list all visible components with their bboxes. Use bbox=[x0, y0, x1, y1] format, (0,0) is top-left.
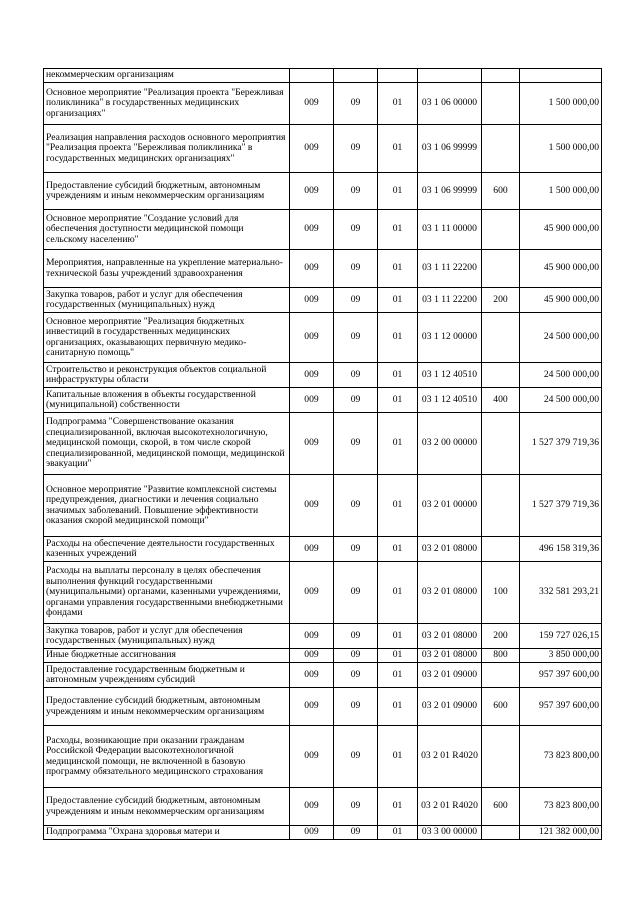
section-code: 09 bbox=[334, 475, 378, 537]
amount: 159 727 026,15 bbox=[520, 624, 602, 649]
section-code: 09 bbox=[334, 624, 378, 649]
subsection-code: 01 bbox=[378, 826, 418, 840]
amount: 332 581 293,21 bbox=[520, 562, 602, 624]
ministry-code: 009 bbox=[290, 826, 334, 840]
expense-type bbox=[482, 475, 520, 537]
subsection-code: 01 bbox=[378, 388, 418, 413]
expense-type bbox=[482, 537, 520, 562]
row-name: Предоставление государственным бюджетным и автономным учреждениям субсидий bbox=[44, 663, 290, 688]
expense-type: 200 bbox=[482, 288, 520, 313]
table-row bbox=[44, 726, 602, 788]
table-row bbox=[44, 537, 602, 562]
table-row bbox=[44, 313, 602, 363]
ministry-code: 009 bbox=[290, 250, 334, 288]
amount: 1 527 379 719,36 bbox=[520, 475, 602, 537]
subsection-code: 01 bbox=[378, 125, 418, 173]
section-code: 09 bbox=[334, 250, 378, 288]
subsection-code: 01 bbox=[378, 250, 418, 288]
expense-type: 600 bbox=[482, 173, 520, 210]
row-name: Основное мероприятие "Развитие комплексной системы предупреждения, диагностики и лечения социально значимых заболеваний. Повышение эффективности оказания скорой медицинской помощи" bbox=[44, 475, 290, 537]
ministry-code: 009 bbox=[290, 475, 334, 537]
table-row bbox=[44, 475, 602, 537]
subsection-code: 01 bbox=[378, 173, 418, 210]
section-code: 09 bbox=[334, 210, 378, 250]
expense-type bbox=[482, 663, 520, 688]
section-code: 09 bbox=[334, 826, 378, 840]
target-article: 03 2 01 08000 bbox=[418, 649, 482, 663]
section-code: 09 bbox=[334, 363, 378, 388]
amount: 121 382 000,00 bbox=[520, 826, 602, 840]
ministry-code: 009 bbox=[290, 649, 334, 663]
row-name: Подпрограмма "Совершенствование оказания специализированной, включая высокотехнологичную, медицинской помощи, скорой, в том числе скорой специализированной, медицинской помощи, медицинской эвакуации" bbox=[44, 413, 290, 475]
row-name: Основное мероприятие "Создание условий для обеспечения доступности медицинской помощи сельскому населению" bbox=[44, 210, 290, 250]
amount: 45 900 000,00 bbox=[520, 210, 602, 250]
section-code bbox=[334, 69, 378, 83]
expense-type bbox=[482, 125, 520, 173]
subsection-code: 01 bbox=[378, 413, 418, 475]
target-article: 03 1 06 00000 bbox=[418, 83, 482, 125]
expense-type: 400 bbox=[482, 388, 520, 413]
target-article: 03 2 01 08000 bbox=[418, 624, 482, 649]
section-code: 09 bbox=[334, 688, 378, 726]
subsection-code: 01 bbox=[378, 688, 418, 726]
ministry-code: 009 bbox=[290, 288, 334, 313]
target-article: 03 3 00 00000 bbox=[418, 826, 482, 840]
table-row bbox=[44, 663, 602, 688]
row-name: Предоставление субсидий бюджетным, автономным учреждениям и иным некоммерческим организациям bbox=[44, 173, 290, 210]
amount: 496 158 319,36 bbox=[520, 537, 602, 562]
amount: 1 500 000,00 bbox=[520, 83, 602, 125]
expense-type bbox=[482, 210, 520, 250]
amount: 45 900 000,00 bbox=[520, 288, 602, 313]
subsection-code: 01 bbox=[378, 363, 418, 388]
ministry-code: 009 bbox=[290, 624, 334, 649]
amount: 45 900 000,00 bbox=[520, 250, 602, 288]
row-name: Капитальные вложения в объекты государственной (муниципальной) собственности bbox=[44, 388, 290, 413]
table-row bbox=[44, 649, 602, 663]
amount bbox=[520, 69, 602, 83]
target-article: 03 1 11 22200 bbox=[418, 288, 482, 313]
subsection-code: 01 bbox=[378, 83, 418, 125]
ministry-code bbox=[290, 69, 334, 83]
amount: 24 500 000,00 bbox=[520, 388, 602, 413]
table-row bbox=[44, 363, 602, 388]
target-article: 03 2 01 00000 bbox=[418, 475, 482, 537]
expense-type bbox=[482, 250, 520, 288]
ministry-code: 009 bbox=[290, 688, 334, 726]
target-article: 03 1 12 40510 bbox=[418, 388, 482, 413]
row-name: Расходы на обеспечение деятельности государственных казенных учреждений bbox=[44, 537, 290, 562]
row-name: некоммерческим организациям bbox=[44, 69, 290, 83]
target-article: 03 2 01 08000 bbox=[418, 537, 482, 562]
subsection-code: 01 bbox=[378, 788, 418, 826]
expense-type bbox=[482, 83, 520, 125]
ministry-code: 009 bbox=[290, 788, 334, 826]
subsection-code: 01 bbox=[378, 313, 418, 363]
target-article: 03 2 01 R4020 bbox=[418, 788, 482, 826]
table-row bbox=[44, 826, 602, 840]
expense-type bbox=[482, 363, 520, 388]
target-article: 03 1 11 22200 bbox=[418, 250, 482, 288]
subsection-code: 01 bbox=[378, 537, 418, 562]
target-article: 03 2 01 08000 bbox=[418, 562, 482, 624]
ministry-code: 009 bbox=[290, 173, 334, 210]
subsection-code: 01 bbox=[378, 475, 418, 537]
amount: 24 500 000,00 bbox=[520, 313, 602, 363]
section-code: 09 bbox=[334, 125, 378, 173]
target-article: 03 2 01 09000 bbox=[418, 663, 482, 688]
target-article: 03 2 00 00000 bbox=[418, 413, 482, 475]
row-name: Основное мероприятие "Реализация бюджетных инвестиций в государственных медицинских организациях, оказывающих первичную медико-санитарную помощь" bbox=[44, 313, 290, 363]
ministry-code: 009 bbox=[290, 125, 334, 173]
section-code: 09 bbox=[334, 663, 378, 688]
amount: 957 397 600,00 bbox=[520, 663, 602, 688]
row-name: Закупка товаров, работ и услуг для обеспечения государственных (муниципальных) нужд bbox=[44, 624, 290, 649]
ministry-code: 009 bbox=[290, 313, 334, 363]
subsection-code: 01 bbox=[378, 210, 418, 250]
section-code: 09 bbox=[334, 413, 378, 475]
row-name: Основное мероприятие "Реализация проекта "Бережливая поликлиника" в государственных медицинских организациях" bbox=[44, 83, 290, 125]
expense-type: 600 bbox=[482, 788, 520, 826]
table-row bbox=[44, 288, 602, 313]
table-row bbox=[44, 125, 602, 173]
table-row bbox=[44, 688, 602, 726]
section-code: 09 bbox=[334, 83, 378, 125]
row-name: Строительство и реконструкция объектов социальной инфраструктуры области bbox=[44, 363, 290, 388]
section-code: 09 bbox=[334, 562, 378, 624]
table-row bbox=[44, 250, 602, 288]
amount: 73 823 800,00 bbox=[520, 788, 602, 826]
budget-table bbox=[43, 68, 602, 840]
row-name: Предоставление субсидий бюджетным, автономным учреждениям и иным некоммерческим организациям bbox=[44, 688, 290, 726]
amount: 3 850 000,00 bbox=[520, 649, 602, 663]
expense-type bbox=[482, 413, 520, 475]
expense-type: 100 bbox=[482, 562, 520, 624]
target-article: 03 2 01 09000 bbox=[418, 688, 482, 726]
table-row bbox=[44, 788, 602, 826]
target-article: 03 1 12 00000 bbox=[418, 313, 482, 363]
section-code: 09 bbox=[334, 388, 378, 413]
section-code: 09 bbox=[334, 313, 378, 363]
table-row bbox=[44, 388, 602, 413]
target-article: 03 2 01 R4020 bbox=[418, 726, 482, 788]
row-name: Реализация направления расходов основного мероприятия "Реализация проекта "Бережливая поликлиника" в государственных медицинских организациях" bbox=[44, 125, 290, 173]
amount: 24 500 000,00 bbox=[520, 363, 602, 388]
table-row bbox=[44, 83, 602, 125]
table-row bbox=[44, 69, 602, 83]
ministry-code: 009 bbox=[290, 210, 334, 250]
target-article: 03 1 12 40510 bbox=[418, 363, 482, 388]
expense-type bbox=[482, 313, 520, 363]
row-name: Расходы на выплаты персоналу в целях обеспечения выполнения функций государственными (муниципальными) органами, казенными учреждениями, органами управления государственными внебюджетными фондами bbox=[44, 562, 290, 624]
row-name: Мероприятия, направленные на укрепление материально-технической базы учреждений здравоохранения bbox=[44, 250, 290, 288]
row-name: Расходы, возникающие при оказании гражданам Российской Федерации высокотехнологичной медицинской помощи, не включенной в базовую программу обязательного медицинского страхования bbox=[44, 726, 290, 788]
expense-type: 600 bbox=[482, 688, 520, 726]
section-code: 09 bbox=[334, 726, 378, 788]
target-article: 03 1 06 99999 bbox=[418, 125, 482, 173]
row-name: Подпрограмма "Охрана здоровья матери и bbox=[44, 826, 290, 840]
amount: 1 500 000,00 bbox=[520, 173, 602, 210]
expense-type: 200 bbox=[482, 624, 520, 649]
expense-type bbox=[482, 726, 520, 788]
amount: 73 823 800,00 bbox=[520, 726, 602, 788]
amount: 957 397 600,00 bbox=[520, 688, 602, 726]
ministry-code: 009 bbox=[290, 363, 334, 388]
expense-type bbox=[482, 826, 520, 840]
expense-type bbox=[482, 69, 520, 83]
amount: 1 500 000,00 bbox=[520, 125, 602, 173]
ministry-code: 009 bbox=[290, 726, 334, 788]
expense-type: 800 bbox=[482, 649, 520, 663]
subsection-code: 01 bbox=[378, 624, 418, 649]
ministry-code: 009 bbox=[290, 562, 334, 624]
ministry-code: 009 bbox=[290, 537, 334, 562]
ministry-code: 009 bbox=[290, 663, 334, 688]
table-row bbox=[44, 413, 602, 475]
table-body bbox=[44, 69, 602, 840]
target-article: 03 1 06 99999 bbox=[418, 173, 482, 210]
ministry-code: 009 bbox=[290, 83, 334, 125]
subsection-code: 01 bbox=[378, 649, 418, 663]
target-article bbox=[418, 69, 482, 83]
subsection-code: 01 bbox=[378, 288, 418, 313]
subsection-code: 01 bbox=[378, 562, 418, 624]
target-article: 03 1 11 00000 bbox=[418, 210, 482, 250]
section-code: 09 bbox=[334, 788, 378, 826]
section-code: 09 bbox=[334, 537, 378, 562]
table-row bbox=[44, 624, 602, 649]
row-name: Закупка товаров, работ и услуг для обеспечения государственных (муниципальных) нужд bbox=[44, 288, 290, 313]
row-name: Иные бюджетные ассигнования bbox=[44, 649, 290, 663]
ministry-code: 009 bbox=[290, 388, 334, 413]
section-code: 09 bbox=[334, 649, 378, 663]
section-code: 09 bbox=[334, 173, 378, 210]
table-row bbox=[44, 210, 602, 250]
subsection-code bbox=[378, 69, 418, 83]
subsection-code: 01 bbox=[378, 663, 418, 688]
row-name: Предоставление субсидий бюджетным, автономным учреждениям и иным некоммерческим организациям bbox=[44, 788, 290, 826]
section-code: 09 bbox=[334, 288, 378, 313]
table-row bbox=[44, 562, 602, 624]
ministry-code: 009 bbox=[290, 413, 334, 475]
table-row bbox=[44, 173, 602, 210]
subsection-code: 01 bbox=[378, 726, 418, 788]
amount: 1 527 379 719,36 bbox=[520, 413, 602, 475]
